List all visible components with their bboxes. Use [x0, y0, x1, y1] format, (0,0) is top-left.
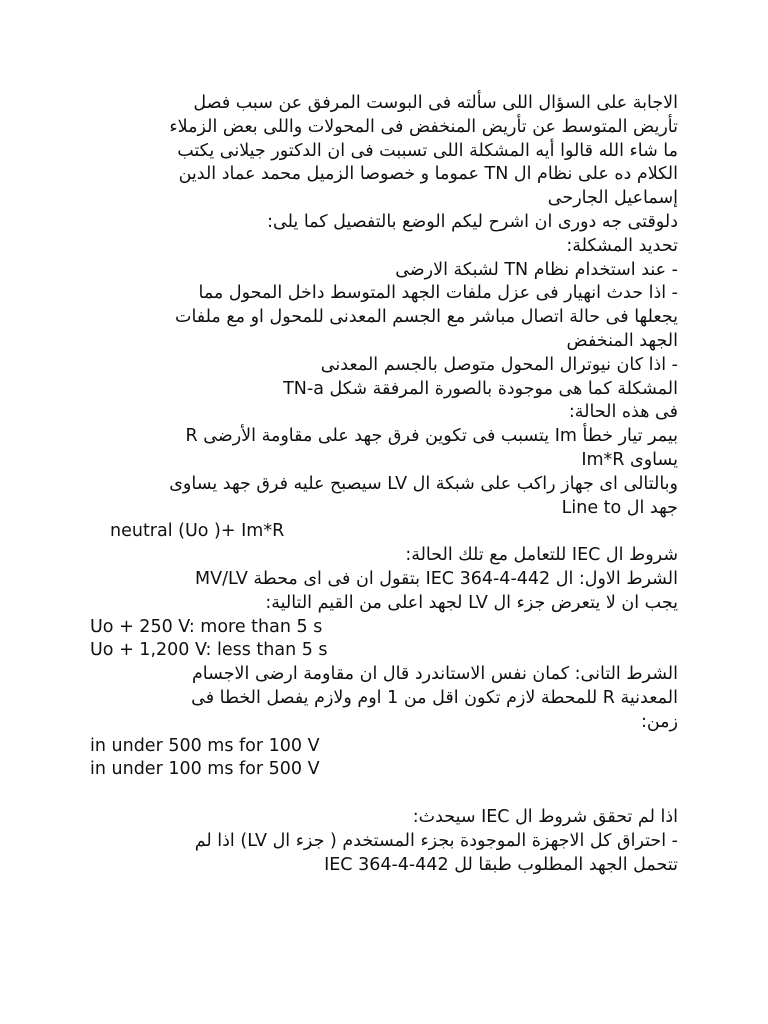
section-heading: شروط ال IEC للتعامل مع تلك الحالة:	[405, 545, 678, 566]
bullet-item: - اذا حدث انهيار فى عزل ملفات الجهد المتوسط داخل المحول مما	[198, 283, 678, 304]
paragraph-line: تتحمل الجهد المطلوب طبقا لل IEC 364-4-442	[324, 854, 678, 875]
paragraph-line: الشرط التانى: كمان نفس الاستاندرد قال ان مقاومة ارضى الاجسام	[191, 664, 678, 685]
paragraph-line: الاجابة على السؤال اللى سألته فى البوست المرفق عن سبب فصل	[193, 93, 678, 113]
paragraph-line: فى هذه الحالة:	[568, 402, 678, 423]
section-heading: اذا لم تحقق شروط ال IEC سيحدث:	[412, 806, 678, 827]
paragraph-line: يجعلها فى حالة اتصال مباشر مع الجسم المعدنى للمحول او مع ملفات	[174, 307, 678, 328]
paragraph-line: الشرط الاول: ال IEC 364-4-442 بتقول ان فى اى محطة MV/LV	[195, 568, 678, 589]
paragraph-line: المعدنية R للمحطة لازم تكون اقل من 1 اوم ولازم يفصل الخطا فى	[191, 687, 678, 708]
blank-line	[90, 782, 678, 806]
paragraph-line: دلوقتى جه دورى ان اشرح ليكم الوضع بالتفصيل كما يلى:	[267, 211, 678, 232]
paragraph-line: يجب ان لا يتعرض جزء ال LV لجهد اعلى من القيم التالية:	[265, 592, 678, 613]
section-heading: تحديد المشكلة:	[566, 235, 678, 256]
paragraph-line: تأريض المتوسط عن تأريض المنخفض فى المحولات واللى بعض الزملاء	[169, 116, 678, 137]
condition-line: in under 100 ms for 500 V	[90, 759, 320, 780]
paragraph-line: المشكلة كما هى موجودة بالصورة المرفقة شكل TN-a	[283, 378, 678, 399]
paragraph-line: الجهد المنخفض	[566, 330, 678, 351]
paragraph-line: وبالتالى اى جهاز راكب على شبكة ال LV سيصبح عليه فرق جهد يساوى	[169, 473, 678, 494]
paragraph-line: زمن:	[640, 711, 678, 732]
paragraph-line: يساوى Im*R	[581, 449, 678, 470]
paragraph-line: ما شاء الله قالوا أيه المشكلة اللى تسببت فى ان الدكتور جيلانى يكتب	[177, 140, 678, 161]
paragraph-line: جهد ال Line to	[561, 497, 678, 518]
formula-line: neutral (Uo )+ Im*R	[110, 521, 285, 542]
bullet-item: - احتراق كل الاجهزة الموجودة بجزء المستخدم ( جزء ال LV) اذا لم	[194, 830, 678, 851]
condition-line: Uo + 250 V: more than 5 s	[90, 616, 323, 637]
condition-line: Uo + 1,200 V: less than 5 s	[90, 640, 328, 661]
paragraph-line: إسماعيل الجارحى	[547, 188, 678, 209]
document-page	[90, 92, 678, 992]
condition-line: in under 500 ms for 100 V	[90, 735, 320, 756]
bullet-item: - عند استخدام نظام TN لشبكة الارضى	[395, 259, 678, 280]
paragraph-line: الكلام ده على نظام ال TN عموما و خصوصا الزميل محمد عماد الدين	[178, 164, 678, 185]
paragraph-line: بيمر تيار خطأ Im يتسبب فى تكوين فرق جهد على مقاومة الأرضى R	[185, 426, 678, 447]
bullet-item: - اذا كان نيوترال المحول متوصل بالجسم المعدنى	[320, 354, 678, 375]
